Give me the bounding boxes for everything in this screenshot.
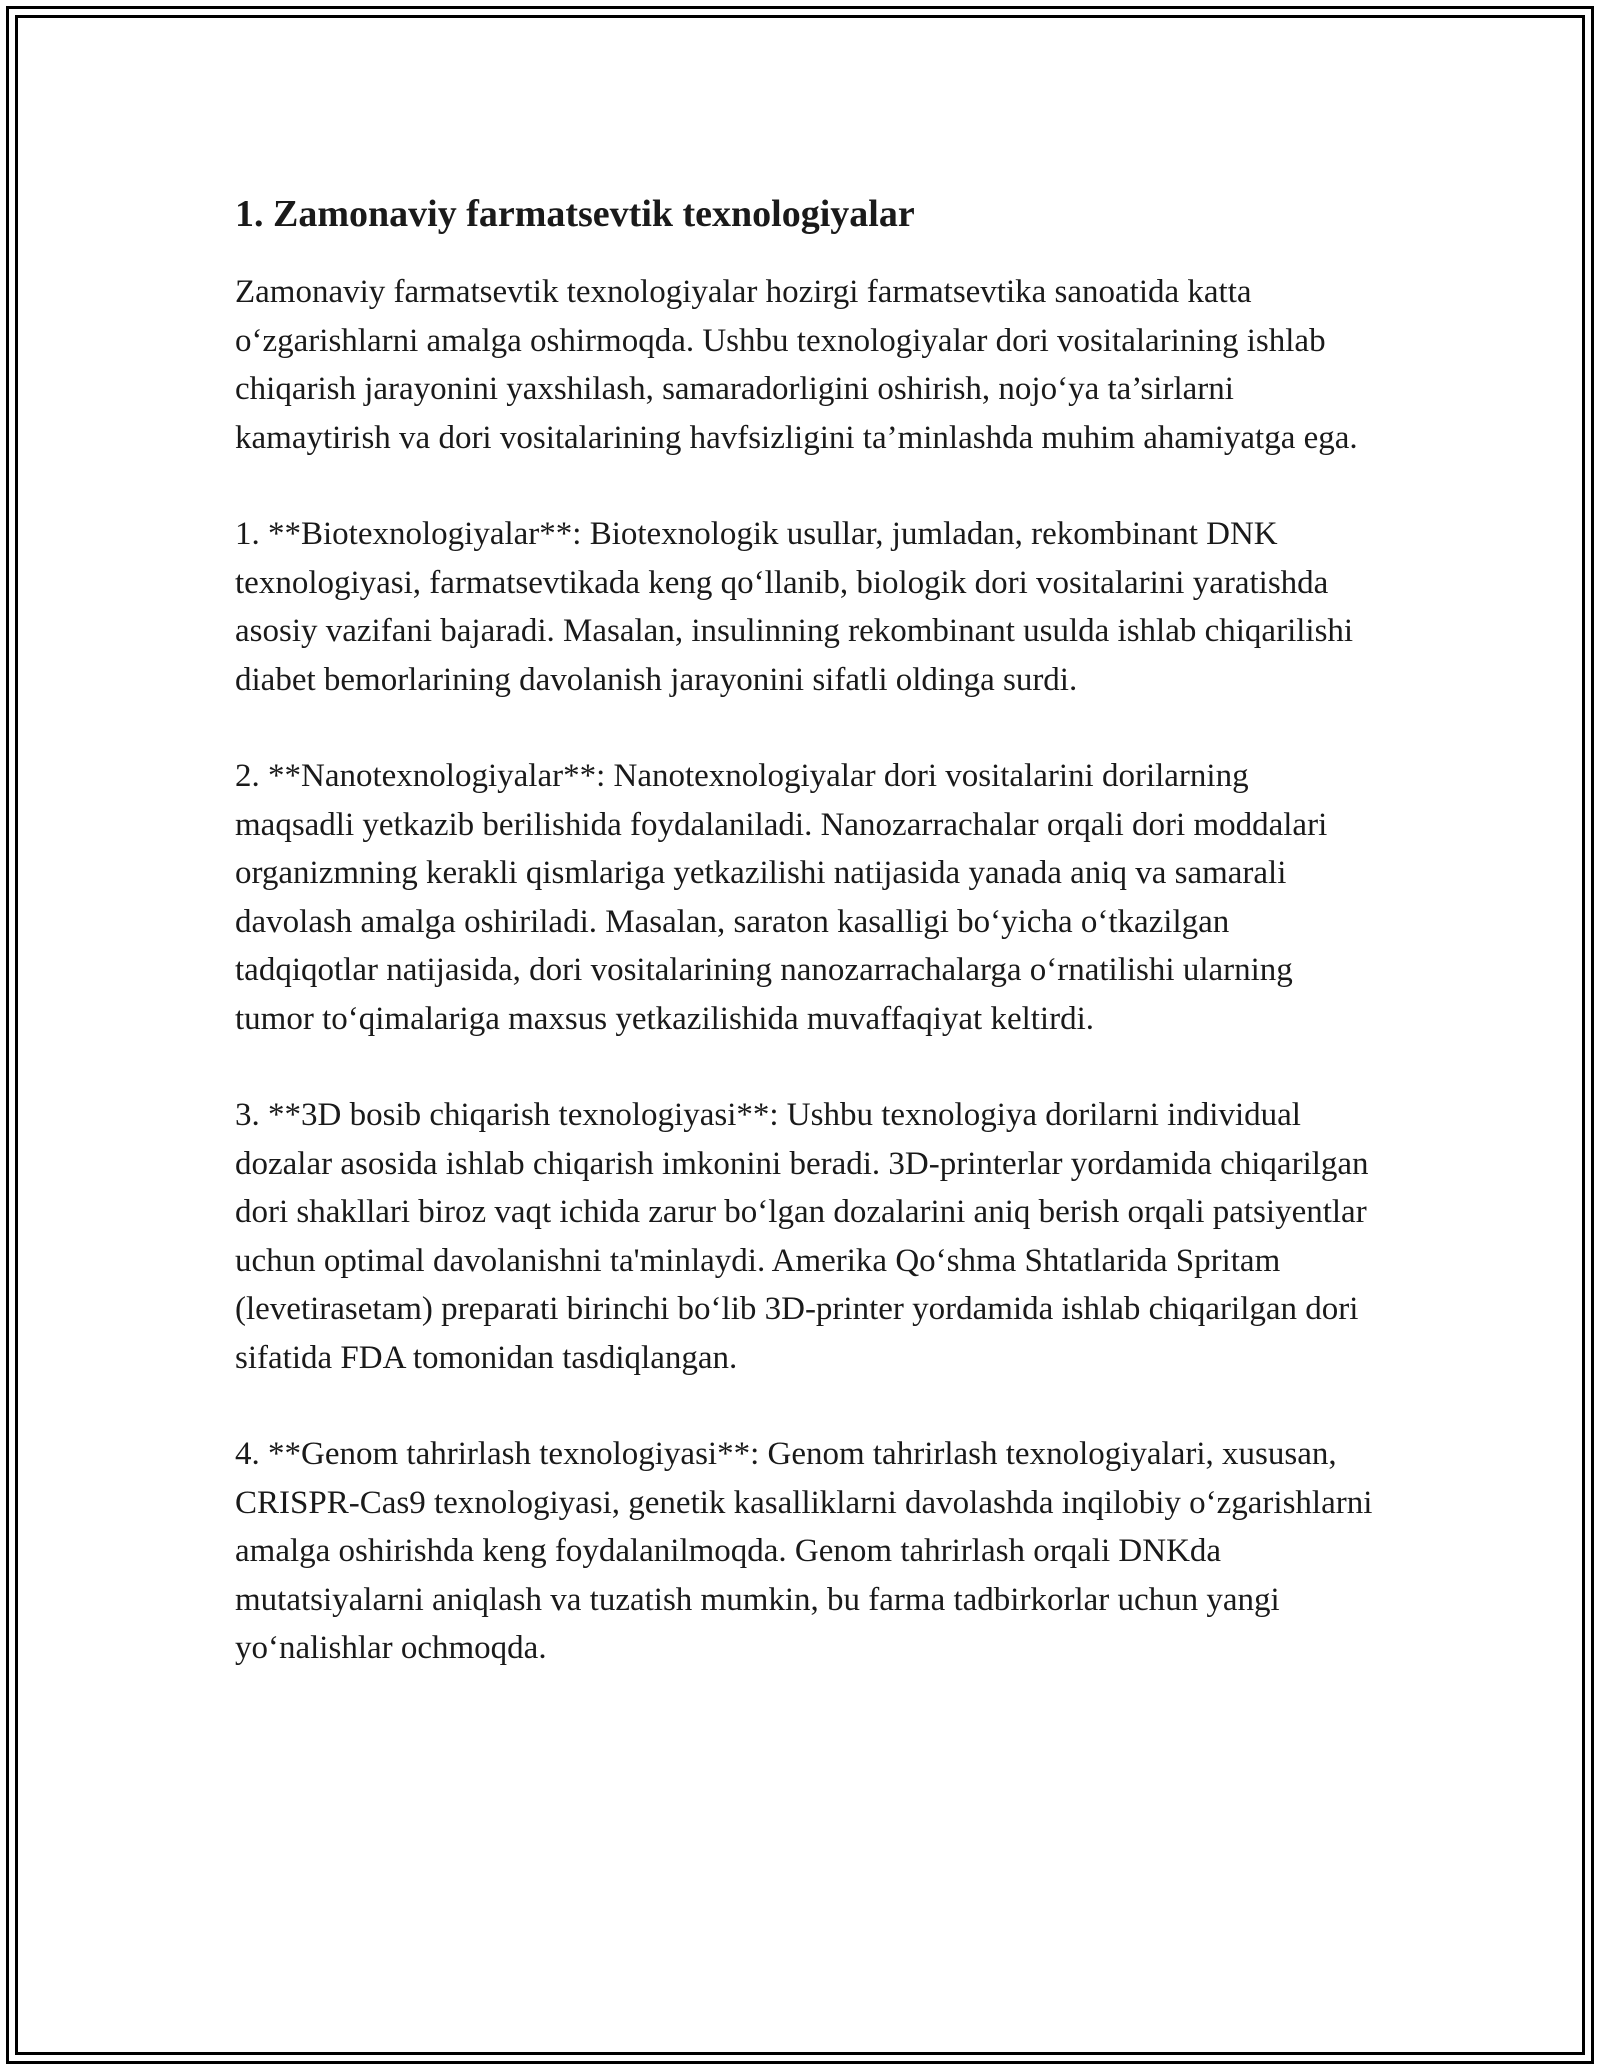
paragraph-biotechnology: 1. **Biotexnologiyalar**: Biotexnologik usullar, jumladan, rekombinant DNK texnologiyasi, farmatsevtikada keng qo‘llanib, biologik dori vositalarini yaratishda asosiy vazifani bajaradi. Masalan, insulinning rekombinant usulda ishlab chiqarilishi diabet bemorlarining davolanish jarayonini sifatli oldinga surdi. [235, 516, 1354, 698]
paragraph-3d-printing: 3. **3D bosib chiqarish texnologiyasi**: Ushbu texnologiya dorilarni individual dozalar asosida ishlab chiqarish imkonini beradi. 3D-printerlar yordamida chiqarilgan dori shakllari biroz vaqt ichida zarur bo‘lgan dozalarini aniq berish orqali patsiyentlar uchun optimal davolanishni ta'minlaydi. Amerika Qo‘shma Shtatlarida Spritam (levetirasetam) preparati birinchi bo‘lib 3D-printer yordamida ishlab chiqarilgan dori sifatida FDA tomonidan tasdiqlangan. [235, 1097, 1369, 1376]
document-body [235, 188, 1375, 1721]
intro-paragraph: Zamonaviy farmatsevtik texnologiyalar hozirgi farmatsevtika sanoatida katta o‘zgarishlarni amalga oshirmoqda. Ushbu texnologiyalar dori vositalarining ishlab chiqarish jarayonini yaxshilash, samaradorligini oshirish, nojo‘ya ta’sirlarni kamaytirish va dori vositalarining havfsizligini ta’minlashda muhim ahamiyatga ega. [235, 274, 1358, 456]
paragraph-genome-editing: 4. **Genom tahrirlash texnologiyasi**: Genom tahrirlash texnologiyalari, xususan, CRISPR-Cas9 texnologiyasi, genetik kasalliklarni davolashda inqilobiy o‘zgarishlarni amalga oshirishda keng foydalanilmoqda. Genom tahrirlash orqali DNKda mutatsiyalarni aniqlash va tuzatish mumkin, bu farma tadbirkorlar uchun yangi yo‘nalishlar ochmoqda. [235, 1436, 1373, 1666]
paragraph-nanotechnology: 2. **Nanotexnologiyalar**: Nanotexnologiyalar dori vositalarini dorilarning maqsadli yetkazib berilishida foydalaniladi. Nanozarrachalar orqali dori moddalari organizmning kerakli qismlariga yetkazilishi natijasida yanada aniq va samarali davolash amalga oshiriladi. Masalan, saraton kasalligi bo‘yicha o‘tkazilgan tadqiqotlar natijasida, dori vositalarining nanozarrachalarga o‘rnatilishi ularning tumor to‘qimalariga maxsus yetkazilishida muvaffaqiyat keltirdi. [235, 758, 1328, 1037]
section-heading: 1. Zamonaviy farmatsevtik texnologiyalar [235, 193, 915, 235]
